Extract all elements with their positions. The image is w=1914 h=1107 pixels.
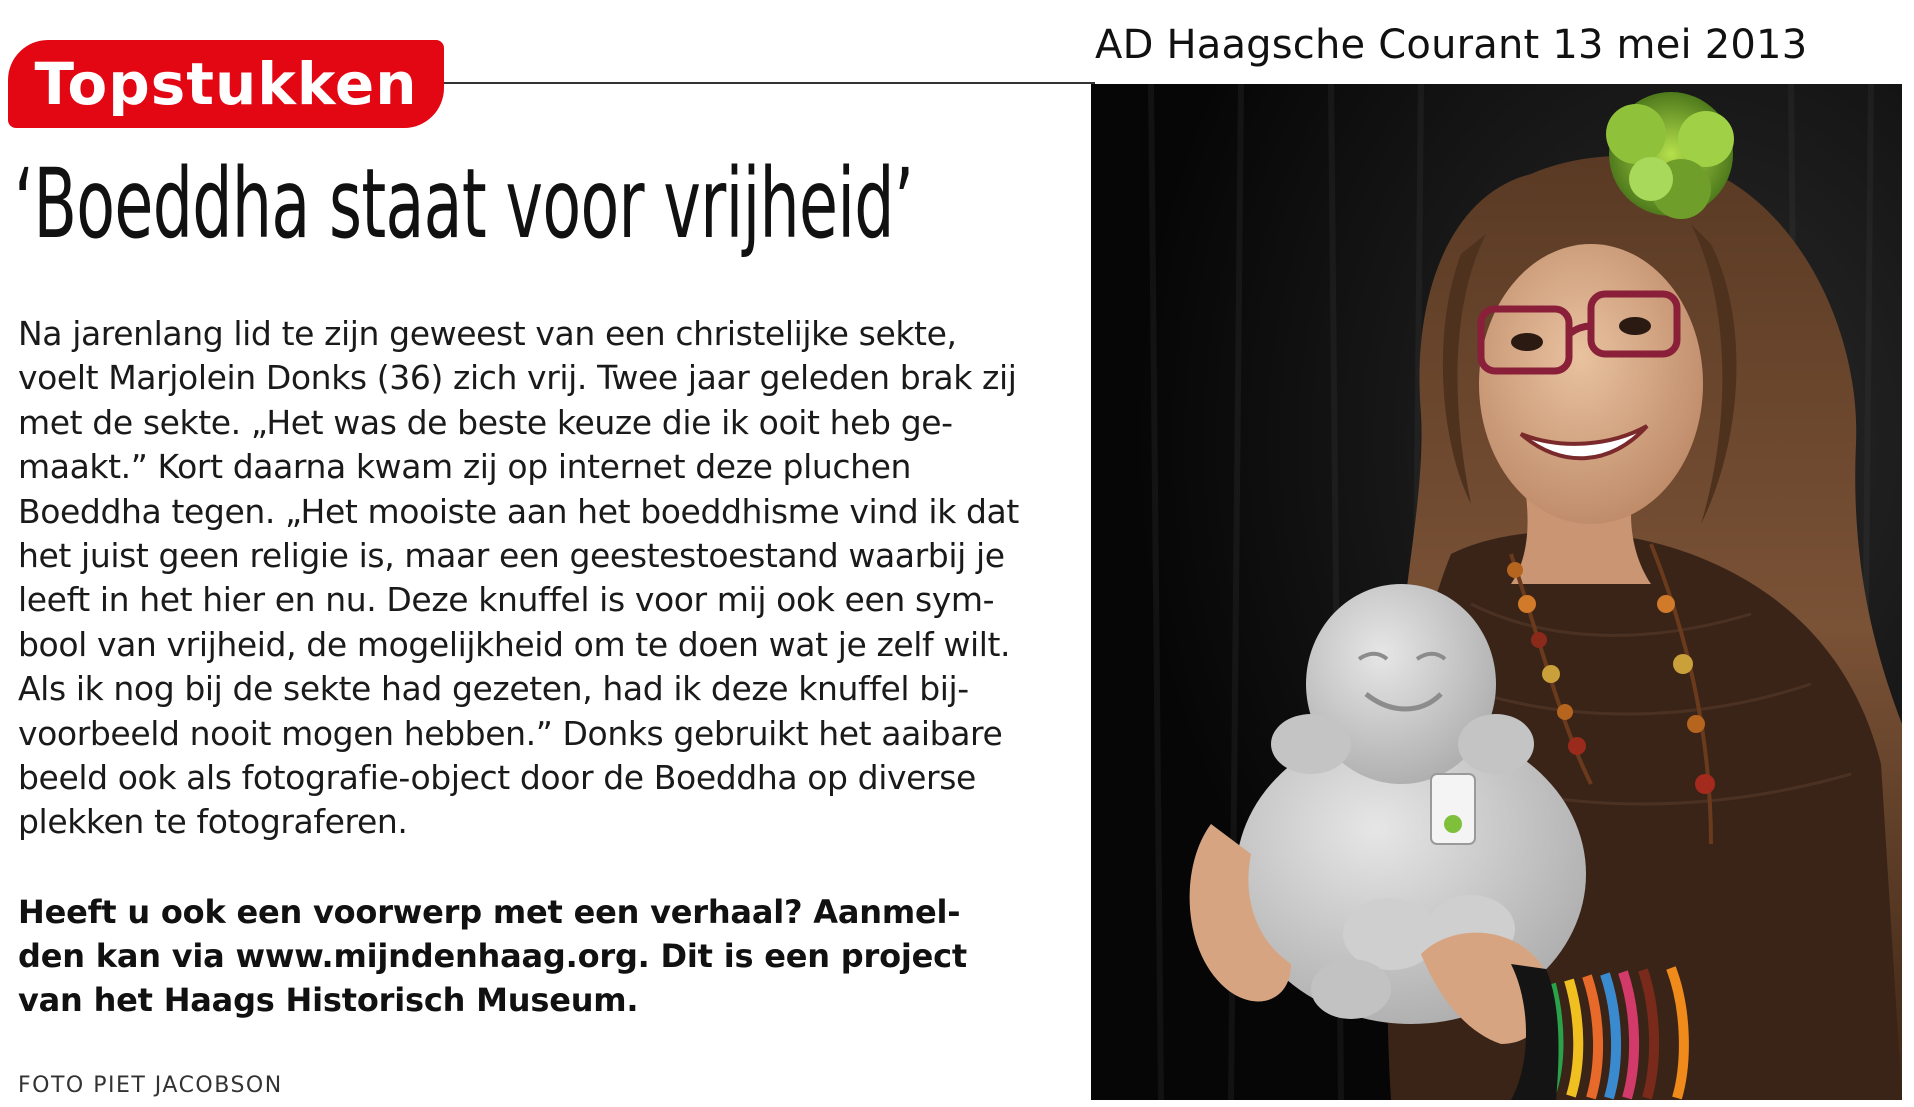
section-tag: [8, 40, 444, 128]
photo-credit: FOTO PIET JACOBSON: [18, 1073, 283, 1098]
section-tag-label: Topstukken: [34, 50, 418, 118]
body-line: maakt.” Kort daarna kwam zij op internet deze pluchen: [18, 447, 912, 487]
body-line: Na jarenlang lid te zijn geweest van een christelijke sekte,: [18, 314, 957, 353]
body-line: voorbeeld nooit mogen hebben.” Donks gebruikt het aaibare: [18, 713, 1003, 753]
body-line: voelt Marjolein Donks (36) zich vrij. Twee jaar geleden brak zij: [18, 358, 1017, 398]
body-line: Boeddha tegen. „Het mooiste aan het boeddhisme vind ik dat: [18, 491, 1019, 531]
body-line: plekken te fotograferen.: [18, 802, 408, 842]
article-headline: ‘Boeddha staat voor vrijheid’: [14, 148, 914, 260]
body-line: Als ik nog bij de sekte had gezeten, had ik deze knuffel bij-: [18, 669, 969, 709]
article-photo: [1091, 84, 1902, 1100]
publication-source: AD Haagsche Courant 13 mei 2013: [1095, 22, 1808, 68]
body-line: leeft in het hier en nu. Deze knuffel is voor mij ook een sym-: [18, 580, 995, 620]
cta-line: Heeft u ook een voorwerp met een verhaal? Aanmel-: [18, 893, 961, 931]
article-body: [18, 312, 1028, 845]
face: [1479, 244, 1703, 524]
header-rule: [430, 82, 1095, 84]
body-line: beeld ook als fotografie-object door de Boeddha op diverse: [18, 758, 976, 798]
cta-line: van het Haags Historisch Museum.: [18, 981, 639, 1019]
body-line: het juist geen religie is, maar een geestestoestand waarbij je: [18, 536, 1005, 576]
cta-line: den kan via www.mijndenhaag.org. Dit is een project: [18, 937, 968, 975]
photo-illustration: [1091, 84, 1902, 1100]
call-to-action: [18, 890, 1028, 1022]
body-line: bool van vrijheid, de mogelijkheid om te doen wat je zelf wilt.: [18, 624, 1011, 664]
body-line: met de sekte. „Het was de beste keuze die ik ooit heb ge-: [18, 402, 953, 442]
